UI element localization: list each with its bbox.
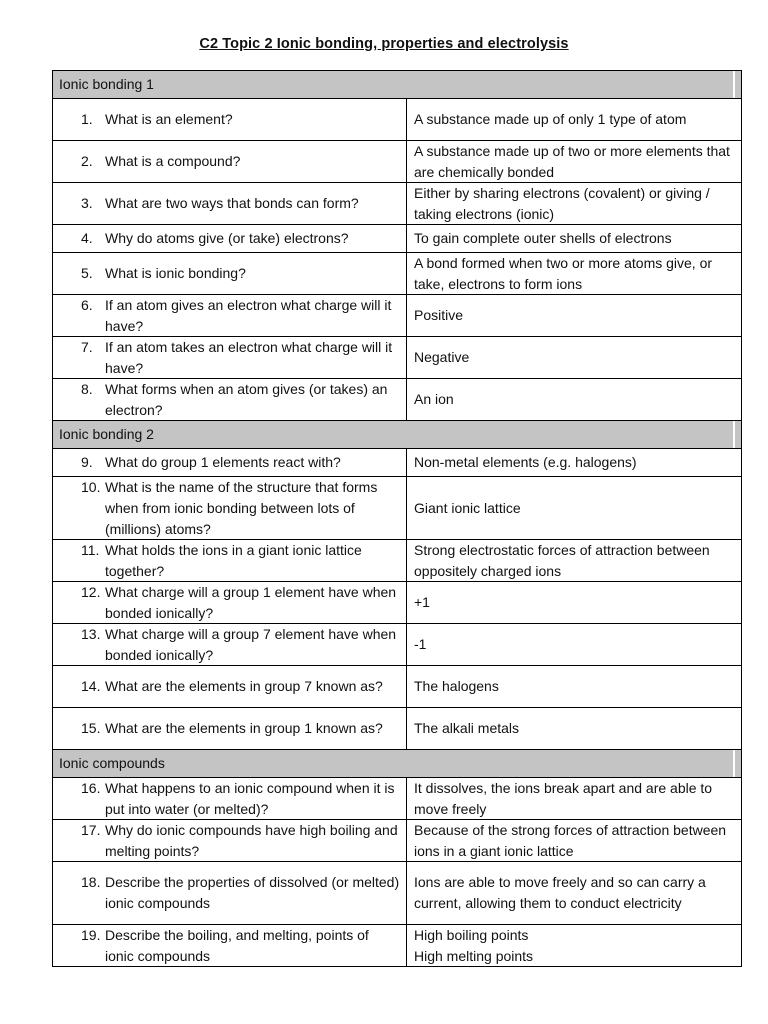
- answer-cell: Strong electrostatic forces of attraction between oppositely charged ions: [414, 541, 710, 579]
- table-row: [53, 449, 741, 477]
- question-cell: [53, 582, 407, 623]
- question-cell: [53, 477, 407, 539]
- answer-cell: +1: [414, 594, 430, 610]
- question-number: 5.: [81, 265, 93, 281]
- question-cell: [53, 295, 407, 336]
- table-row: [53, 141, 741, 183]
- question-number: 19.: [81, 926, 101, 943]
- table-row: [53, 183, 741, 225]
- table-row: [53, 624, 741, 666]
- table-row: [53, 99, 741, 141]
- answer-cell: Because of the strong forces of attraction between ions in a giant ionic lattice: [414, 821, 727, 859]
- question-cell: [53, 820, 407, 861]
- question-number: 11.: [81, 541, 100, 558]
- table-row: [53, 925, 741, 967]
- answer-cell: A substance made up of only 1 type of atom: [414, 111, 687, 127]
- question-number: 18.: [81, 874, 101, 890]
- question-cell: [53, 253, 407, 294]
- question-cell: [53, 379, 407, 420]
- answer-cell: High boiling points High melting points: [414, 926, 534, 964]
- section-heading-ionic-bonding-1: Ionic bonding 1: [53, 71, 741, 99]
- question-text: What charge will a group 1 element have when bonded ionically?: [105, 583, 397, 621]
- question-table: [52, 70, 742, 967]
- question-text: Why do atoms give (or take) electrons?: [105, 230, 349, 246]
- question-cell: [53, 99, 407, 140]
- answer-cell: Ions are able to move freely and so can carry a current, allowing them to conduct electricity: [414, 874, 706, 911]
- question-text: What is ionic bonding?: [105, 265, 246, 281]
- question-text: What is the name of the structure that forms when from ionic bonding between lots of (millions) atoms?: [105, 478, 378, 537]
- table-row: [53, 708, 741, 750]
- table-row: [53, 582, 741, 624]
- question-cell: [53, 141, 407, 182]
- answer-cell: The halogens: [414, 678, 499, 694]
- table-row: [53, 778, 741, 820]
- answer-cell: A bond formed when two or more atoms give, or take, electrons to form ions: [414, 254, 713, 292]
- question-text: What are the elements in group 7 known as?: [105, 678, 383, 694]
- question-number: 8.: [81, 380, 93, 397]
- question-number: 2.: [81, 153, 93, 169]
- question-cell: [53, 666, 407, 707]
- page-title: C2 Topic 2 Ionic bonding, properties and electrolysis: [199, 36, 569, 52]
- question-number: 12.: [81, 583, 101, 600]
- question-number: 17.: [81, 821, 101, 838]
- question-number: 1.: [81, 111, 93, 127]
- question-cell: [53, 183, 407, 224]
- question-text: What are two ways that bonds can form?: [105, 195, 359, 211]
- question-number: 16.: [81, 779, 101, 796]
- question-text: If an atom takes an electron what charge will it have?: [105, 338, 393, 376]
- question-text: What holds the ions in a giant ionic lattice together?: [105, 541, 362, 579]
- question-number: 4.: [81, 230, 93, 246]
- answer-cell: The alkali metals: [414, 720, 520, 736]
- table-row: [53, 862, 741, 925]
- answer-cell: Non-metal elements (e.g. halogens): [414, 454, 637, 470]
- answer-cell: Negative: [414, 349, 470, 365]
- question-text: What happens to an ionic compound when it is put into water (or melted)?: [105, 779, 395, 817]
- question-number: 10.: [81, 478, 101, 495]
- table-row: [53, 540, 741, 582]
- question-cell: [53, 778, 407, 819]
- question-text: Describe the properties of dissolved (or melted) ionic compounds: [105, 874, 400, 911]
- question-text: What is an element?: [105, 111, 233, 127]
- answer-cell: Either by sharing electrons (covalent) or giving / taking electrons (ionic): [414, 184, 710, 222]
- question-number: 9.: [81, 454, 93, 470]
- table-row: [53, 253, 741, 295]
- answer-cell: Positive: [414, 307, 464, 323]
- section-heading-ionic-compounds: Ionic compounds: [53, 750, 741, 778]
- question-cell: [53, 449, 407, 476]
- question-text: What charge will a group 7 element have when bonded ionically?: [105, 625, 397, 663]
- table-row: [53, 379, 741, 421]
- question-text: Why do ionic compounds have high boiling and melting points?: [105, 821, 398, 859]
- table-row: [53, 295, 741, 337]
- question-number: 3.: [81, 195, 93, 211]
- question-number: 7.: [81, 338, 93, 355]
- question-number: 14.: [81, 678, 101, 694]
- question-number: 15.: [81, 720, 101, 736]
- question-cell: [53, 862, 407, 924]
- question-cell: [53, 708, 407, 749]
- question-cell: [53, 225, 407, 252]
- question-cell: [53, 624, 407, 665]
- table-row: [53, 477, 741, 540]
- answer-cell: To gain complete outer shells of electrons: [414, 230, 672, 246]
- question-text: What forms when an atom gives (or takes) an electron?: [105, 380, 388, 418]
- question-number: 13.: [81, 625, 101, 642]
- answer-cell: -1: [414, 636, 427, 652]
- question-text: If an atom gives an electron what charge will it have?: [105, 296, 392, 334]
- table-row: [53, 820, 741, 862]
- question-cell: [53, 925, 407, 966]
- answer-cell: An ion: [414, 391, 454, 407]
- question-text: What do group 1 elements react with?: [105, 454, 341, 470]
- answer-cell: It dissolves, the ions break apart and are able to move freely: [414, 779, 713, 817]
- table-row: [53, 666, 741, 708]
- question-cell: [53, 540, 407, 581]
- table-row: [53, 337, 741, 379]
- table-row: [53, 225, 741, 253]
- question-text: What is a compound?: [105, 153, 241, 169]
- question-text: What are the elements in group 1 known as?: [105, 720, 383, 736]
- question-text: Describe the boiling, and melting, points of ionic compounds: [105, 926, 369, 964]
- answer-cell: A substance made up of two or more elements that are chemically bonded: [414, 142, 730, 180]
- section-heading-ionic-bonding-2: Ionic bonding 2: [53, 421, 741, 449]
- answer-cell: Giant ionic lattice: [414, 499, 521, 516]
- question-cell: [53, 337, 407, 378]
- question-number: 6.: [81, 296, 93, 313]
